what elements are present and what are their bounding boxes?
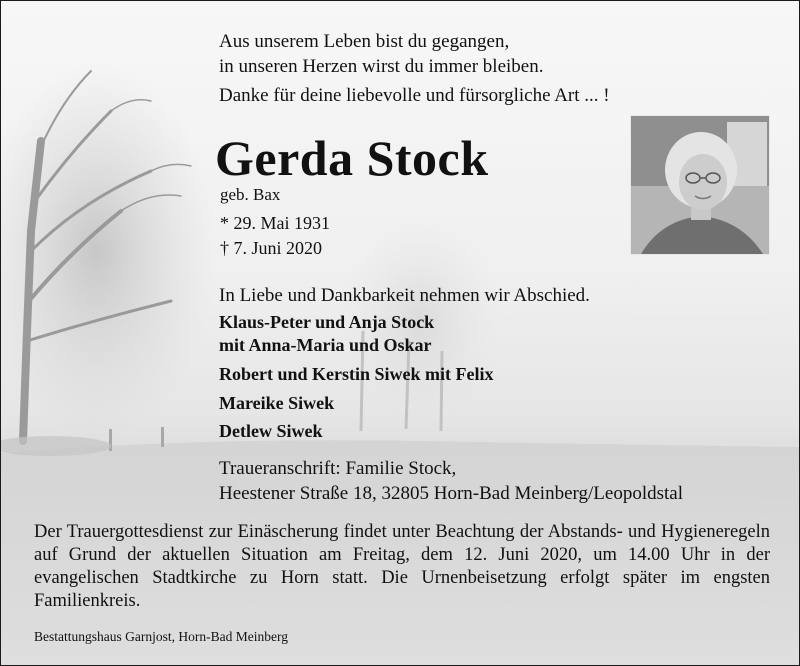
deceased-name: Gerda Stock bbox=[215, 130, 489, 186]
mourner-line: Mareike Siwek bbox=[219, 393, 335, 413]
funeral-home: Bestattungshaus Garnjost, Horn-Bad Meinberg bbox=[34, 629, 288, 644]
memorial-verse bbox=[219, 29, 610, 108]
mourner-line: Klaus-Peter und Anja Stock bbox=[219, 312, 435, 332]
address-line: Traueranschrift: Familie Stock, bbox=[219, 458, 457, 479]
mourner-line: Robert und Kerstin Siwek mit Felix bbox=[219, 364, 494, 384]
birth-date: * 29. Mai 1931 bbox=[220, 213, 330, 233]
mourner-line: Detlew Siwek bbox=[219, 421, 323, 441]
portrait-photo bbox=[630, 115, 770, 255]
mourning-address bbox=[219, 456, 683, 506]
death-date: † 7. Juni 2020 bbox=[220, 238, 323, 258]
farewell-text: In Liebe und Dankbarkeit nehmen wir Abschied. bbox=[219, 285, 590, 306]
address-line: Heestener Straße 18, 32805 Horn-Bad Meinberg/Leopoldstal bbox=[219, 483, 683, 504]
funeral-service-info: Der Trauergottesdienst zur Einäscherung findet unter Beachtung der Abstands- und Hygieneregeln auf Grund der aktuellen Situation am Freitag, dem 12. Juni 2020, um 14.00 Uhr in der evangelischen Stadtkirche zu Horn statt. Die Urnenbeisetzung erfolgt später im engsten Familienkreis. bbox=[34, 522, 770, 611]
verse-line: Danke für deine liebevolle und fürsorgliche Art ... ! bbox=[219, 85, 610, 106]
mourner-line: mit Anna-Maria und Oskar bbox=[219, 335, 432, 355]
verse-line: in unseren Herzen wirst du immer bleiben. bbox=[219, 56, 544, 77]
verse-line: Aus unserem Leben bist du gegangen, bbox=[219, 31, 510, 52]
birth-name: geb. Bax bbox=[220, 185, 281, 204]
